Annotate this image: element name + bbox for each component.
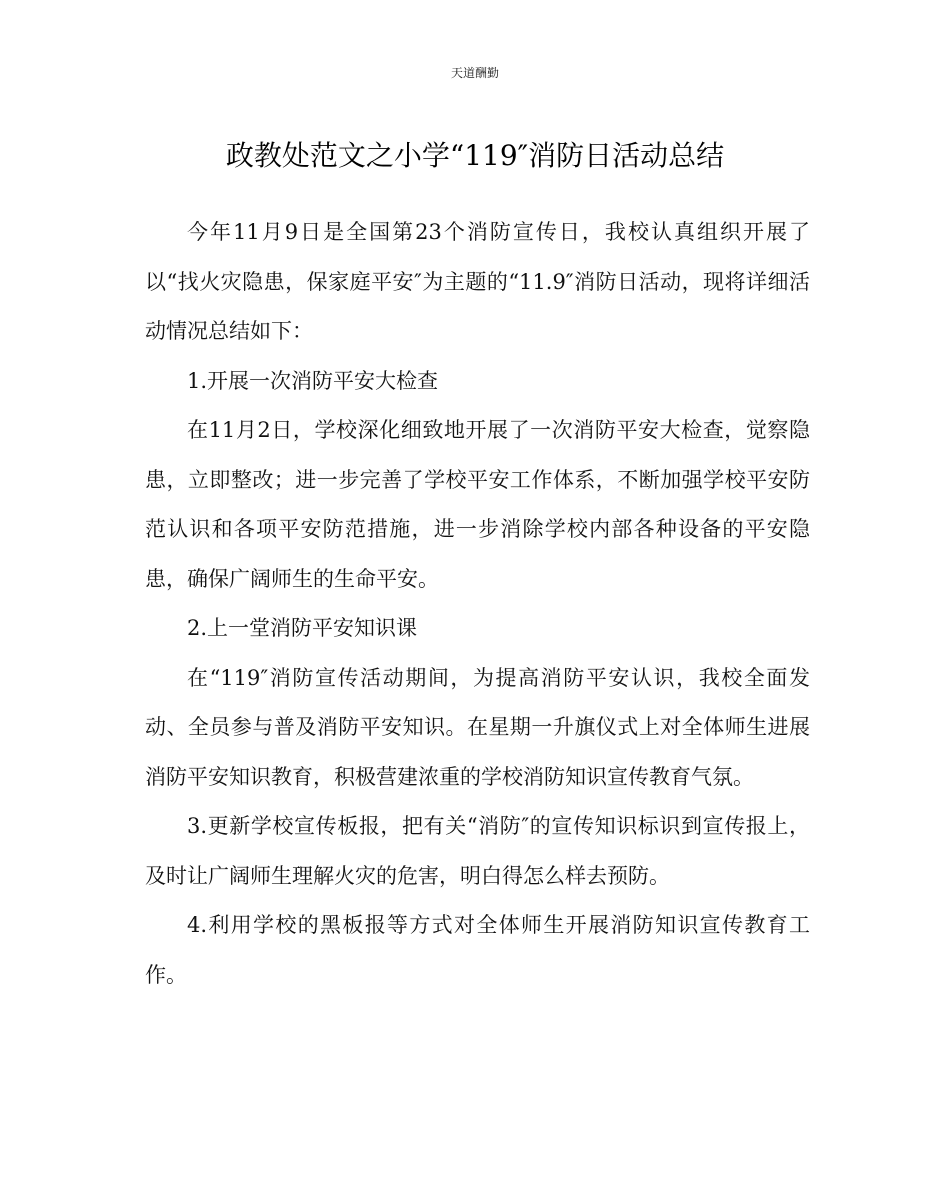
paragraph-section-1: 在11月2日，学校深化细致地开展了一次消防平安大检查，觉察隐患，立即整改；进一步完善了学校平安工作体系，不断加强学校平安防范认识和各项平安防范措施，进一步消除学校内部各种设备的平安隐患，确保广阔师生的生命平安。 <box>145 418 810 591</box>
paragraph-intro: 今年11月9日是全国第23个消防宣传日，我校认真组织开展了以“找火灾隐患，保家庭平安″为主题的“11.9″消防日活动，现将详细活动情况总结如下： <box>145 220 810 343</box>
document-title: 政教处范文之小学“119″消防日活动总结 <box>225 139 725 172</box>
document-body <box>145 208 810 1000</box>
paragraph-section-2: 在“119″消防宣传活动期间，为提高消防平安认识，我校全面发动、全员参与普及消防平安知识。在星期一升旗仪式上对全体师生进展消防平安知识教育，积极营建浓重的学校消防知识宣传教育气氛。 <box>145 665 810 789</box>
page-header: 天道酬勤 <box>450 66 499 80</box>
paragraph-item-4: 4.利用学校的黑板报等方式对全体师生开展消防知识宣传教育工作。 <box>145 913 810 987</box>
paragraph-item-3: 3.更新学校宣传板报，把有关“消防″的宣传知识标识到宣传报上，及时让广阔师生理解火灾的危害，明白得怎么样去预防。 <box>145 814 810 888</box>
section-heading-2: 2.上一堂消防平安知识课 <box>187 616 418 640</box>
section-heading-1: 1.开展一次消防平安大检查 <box>187 368 439 393</box>
